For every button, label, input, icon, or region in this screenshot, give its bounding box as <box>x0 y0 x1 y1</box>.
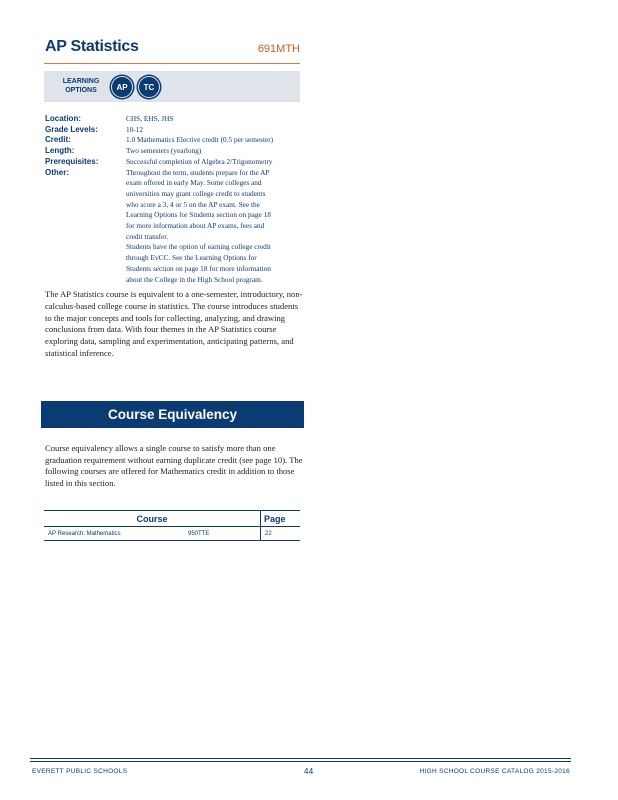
grade-label: Grade Levels: <box>45 124 98 134</box>
page-column-header: Page <box>261 511 301 527</box>
footer-district: EVERETT PUBLIC SCHOOLS <box>32 768 128 775</box>
info-row-other <box>45 168 305 286</box>
footer-catalog: HIGH SCHOOL COURSE CATALOG 2015-2016 <box>419 768 570 775</box>
course-column-header: Course <box>44 511 261 527</box>
table-header-row <box>44 511 300 527</box>
info-row-credit <box>45 135 305 146</box>
length-value: Two semesters (yearlong) <box>126 146 202 156</box>
ap-icon: AP <box>111 76 133 98</box>
equivalency-heading: Course Equivalency <box>107 407 238 422</box>
learning-options-box <box>44 71 300 102</box>
equivalency-text: Course equivalency allows a single course to satisfy more than one graduation requirement without earning duplicate credit (see page 10). The following courses are offered for Mathematics credit in addition to those listed in this section. <box>45 443 303 488</box>
table-row <box>44 527 300 541</box>
page-title: AP Statistics <box>45 38 139 55</box>
course-code-cell: 950TTE <box>184 527 261 541</box>
title-divider <box>44 63 300 64</box>
footer-divider-secondary <box>30 761 571 762</box>
page-cell: 22 <box>261 527 301 541</box>
location-label: Location: <box>45 114 81 123</box>
other-value: Throughout the term, students prepare for the AP exam offered in early May. Some colleges and universities may grant college credit to students who score a 3, 4 or 5 on the AP exam. See the Learning Options for Students section on page 18 for more information about AP exams, fees and credit transfer. Students have the option of earning college credit through EvCC. See the Learning Options for Students section on page 18 for more information about the College in the High School program. <box>126 167 271 284</box>
learning-options-label: LEARNING OPTIONS <box>62 78 100 94</box>
footer-page-number: 44 <box>304 767 314 776</box>
footer-divider <box>30 758 571 759</box>
info-row-prereq <box>45 157 305 168</box>
other-label: Other: <box>45 167 69 177</box>
course-info <box>45 114 305 285</box>
course-name-cell: AP Research: Mathematics <box>44 527 184 541</box>
equivalency-table <box>44 510 300 541</box>
grade-value: 10-12 <box>126 124 144 134</box>
equivalency-banner <box>41 401 304 428</box>
info-row-location <box>45 114 305 125</box>
info-row-length <box>45 146 305 157</box>
length-label: Length: <box>45 146 75 156</box>
credit-value: 1.0 Mathematics Elective credit (0.5 per semester) <box>126 135 274 145</box>
prereq-label: Prerequisites: <box>45 156 99 166</box>
location-value: CHS, EHS, JHS <box>126 114 174 123</box>
info-row-grade <box>45 125 305 136</box>
credit-label: Credit: <box>45 135 71 145</box>
course-code: 691MTH <box>257 43 300 55</box>
prereq-value: Successful completion of Algebra 2/Trigonometry <box>126 156 273 166</box>
tc-icon: TC <box>138 76 160 98</box>
course-description: The AP Statistics course is equivalent to a one-semester, introductory, non-calculus-based college course in statistics. The course introduces students to the major concepts and tools for collecting, analyzing, and drawing conclusions from data. With four themes in the AP Statistics course exploring data, sampling and experimentation, anticipating patterns, and statistical inference. <box>45 289 303 358</box>
